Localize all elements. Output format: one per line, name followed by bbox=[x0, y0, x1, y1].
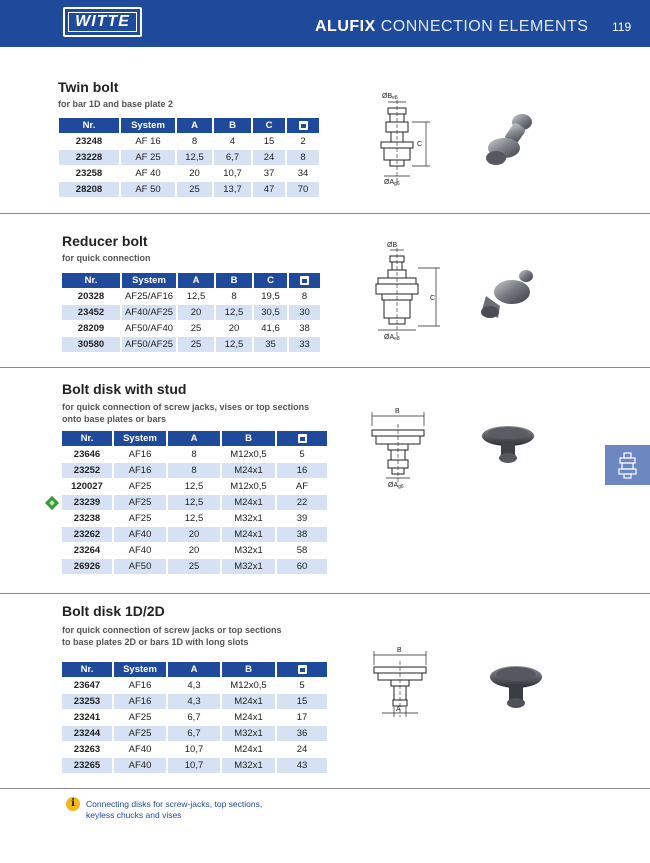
cell-system: AF40/AF25 bbox=[122, 305, 176, 320]
cell-a: 25 bbox=[178, 337, 214, 352]
cell-weight: 22 bbox=[277, 495, 327, 510]
table-row bbox=[62, 337, 320, 352]
table-row bbox=[59, 166, 319, 181]
col-weight bbox=[277, 431, 327, 446]
info-icon: i bbox=[66, 797, 80, 811]
col-system: System bbox=[114, 431, 166, 446]
reducer-bolt-photo bbox=[476, 266, 544, 326]
dim-a-label: ØAg6 bbox=[384, 179, 400, 187]
section-divider bbox=[0, 213, 650, 214]
cell-a: 25 bbox=[168, 559, 220, 574]
cell-a: 10,7 bbox=[184, 744, 204, 755]
cell-nr: 23264 bbox=[73, 545, 101, 556]
col-b: B bbox=[214, 118, 251, 133]
cell-nr: 23647 bbox=[73, 680, 101, 691]
cell-a: 12,5 bbox=[177, 150, 212, 165]
col-nr: Nr. bbox=[59, 118, 119, 133]
cell-nr: 23452 bbox=[62, 305, 120, 320]
col-weight bbox=[289, 273, 320, 288]
col-a: A bbox=[178, 273, 214, 288]
cell-c: 15 bbox=[263, 136, 275, 147]
dim-c-label: C bbox=[430, 295, 436, 302]
cell-a: 6,7 bbox=[187, 712, 201, 723]
cell-nr: 23258 bbox=[75, 168, 103, 179]
cell-system: AF25 bbox=[114, 495, 166, 510]
cell-b: M32x1 bbox=[234, 545, 263, 556]
table-row bbox=[62, 495, 327, 510]
bolt-disk-stud-table bbox=[60, 430, 329, 575]
cell-weight: 38 bbox=[277, 527, 327, 542]
table-header-row bbox=[59, 118, 319, 133]
cell-system: AF 25 bbox=[121, 150, 175, 165]
cell-system: AF40 bbox=[114, 527, 166, 542]
bolt-disk-1d2d-table bbox=[60, 661, 329, 774]
cell-nr: 23248 bbox=[75, 136, 103, 147]
cell-weight: 58 bbox=[296, 545, 308, 556]
cell-c: 41,6 bbox=[261, 323, 280, 334]
table-header-row bbox=[62, 662, 327, 677]
cell-b: M24x1 bbox=[234, 712, 263, 723]
cell-b: M24x1 bbox=[222, 694, 275, 709]
cell-nr: 23253 bbox=[62, 694, 112, 709]
catalog-title-bold: ALUFIX bbox=[315, 18, 376, 35]
cell-weight: 8 bbox=[301, 291, 308, 302]
dim-a-label: ØAg6 bbox=[388, 482, 404, 490]
section-subtitle: for quick connection of screw jacks, vises or top sections bbox=[62, 402, 310, 412]
cell-b: M12x0,5 bbox=[230, 449, 267, 460]
logo-text: WITTE bbox=[68, 12, 137, 32]
table-row bbox=[62, 742, 327, 757]
cell-a: 25 bbox=[190, 323, 202, 334]
dim-a-label: A bbox=[396, 706, 401, 713]
cell-nr: 23228 bbox=[59, 150, 119, 165]
twin-bolt-drawing bbox=[370, 86, 450, 196]
cell-system: AF 40 bbox=[135, 168, 161, 179]
cell-c: 24 bbox=[253, 150, 285, 165]
cell-weight: 5 bbox=[299, 680, 305, 691]
col-nr: Nr. bbox=[62, 273, 120, 288]
table-row bbox=[62, 321, 320, 336]
dim-a-label: ØAe8 bbox=[384, 334, 400, 342]
cell-weight: 5 bbox=[299, 449, 305, 460]
col-nr: Nr. bbox=[62, 662, 112, 677]
cell-nr: 23241 bbox=[73, 712, 101, 723]
cell-a: 12,5 bbox=[184, 513, 204, 524]
col-nr: Nr. bbox=[62, 431, 112, 446]
cell-nr: 23646 bbox=[73, 449, 101, 460]
catalog-title-rest: CONNECTION ELEMENTS bbox=[380, 18, 589, 35]
table-row bbox=[62, 479, 327, 494]
table-row bbox=[62, 710, 327, 725]
cell-weight: 38 bbox=[299, 323, 310, 334]
dim-b-label: ØB bbox=[387, 242, 398, 249]
col-system: System bbox=[122, 273, 176, 288]
cell-nr: 26926 bbox=[62, 559, 112, 574]
table-header-row bbox=[62, 273, 320, 288]
cell-b: M12x0,5 bbox=[230, 680, 267, 691]
cell-weight: 34 bbox=[297, 168, 309, 179]
cell-weight: 2 bbox=[300, 136, 306, 147]
footer-note bbox=[86, 799, 262, 821]
cell-weight: 15 bbox=[277, 694, 327, 709]
table-row bbox=[62, 511, 327, 526]
cell-b: 6,7 bbox=[214, 150, 251, 165]
cell-system: AF 50 bbox=[121, 182, 175, 197]
cell-b: M32x1 bbox=[234, 513, 263, 524]
bolt-disk-1d2d-photo bbox=[484, 657, 548, 721]
table-row bbox=[62, 726, 327, 741]
section-subtitle: for quick connection of screw jacks or top sections bbox=[62, 625, 282, 635]
cell-nr: 23238 bbox=[73, 513, 101, 524]
cell-a: 25 bbox=[177, 182, 212, 197]
connection-element-icon bbox=[605, 445, 650, 485]
cell-nr: 23252 bbox=[62, 463, 112, 478]
cell-nr: 120027 bbox=[71, 481, 103, 492]
cell-b: 20 bbox=[228, 323, 240, 334]
cell-weight: 24 bbox=[296, 744, 308, 755]
table-header-row bbox=[62, 431, 327, 446]
cell-weight: 36 bbox=[277, 726, 327, 741]
witte-logo bbox=[63, 7, 142, 37]
section-divider bbox=[0, 593, 650, 594]
cell-nr: 30580 bbox=[62, 337, 120, 352]
col-a: A bbox=[177, 118, 212, 133]
col-a: A bbox=[168, 431, 220, 446]
cell-c: 35 bbox=[254, 337, 287, 352]
section-subtitle: for bar 1D and base plate 2 bbox=[58, 99, 174, 109]
cell-nr: 23244 bbox=[62, 726, 112, 741]
table-row bbox=[59, 150, 319, 165]
cell-b: M24x1 bbox=[222, 463, 275, 478]
cell-weight: 70 bbox=[287, 182, 319, 197]
cell-nr: 23263 bbox=[73, 744, 101, 755]
cell-system: AF 16 bbox=[135, 136, 161, 147]
table-row bbox=[62, 527, 327, 542]
cell-c: 30,5 bbox=[254, 305, 287, 320]
cell-system: AF25 bbox=[128, 712, 152, 723]
cell-c: 47 bbox=[253, 182, 285, 197]
cell-system: AF16 bbox=[128, 449, 152, 460]
cell-nr: 23265 bbox=[62, 758, 112, 773]
table-row bbox=[62, 559, 327, 574]
cell-weight: AF bbox=[295, 481, 309, 492]
weight-icon bbox=[300, 276, 309, 285]
table-row bbox=[62, 694, 327, 709]
cell-system: AF25 bbox=[128, 513, 152, 524]
col-weight bbox=[287, 118, 319, 133]
section-subtitle: for quick connection bbox=[62, 253, 151, 263]
cell-system: AF25 bbox=[128, 481, 152, 492]
section-title: Reducer bolt bbox=[62, 233, 148, 249]
cell-a: 20 bbox=[168, 527, 220, 542]
cell-b: M32x1 bbox=[222, 726, 275, 741]
footer-note-line: Connecting disks for screw-jacks, top sections, bbox=[86, 799, 263, 809]
cell-system: AF16 bbox=[114, 694, 166, 709]
page-header bbox=[0, 0, 650, 47]
footer-note-line: keyless chucks and vises bbox=[86, 810, 182, 820]
cell-system: AF25/AF16 bbox=[124, 291, 174, 302]
cell-weight: 17 bbox=[296, 712, 308, 723]
cell-weight: 16 bbox=[277, 463, 327, 478]
section-title: Twin bolt bbox=[58, 79, 119, 95]
twin-bolt-photo bbox=[478, 110, 546, 172]
cell-b: 13,7 bbox=[214, 182, 251, 197]
cell-system: AF25 bbox=[114, 726, 166, 741]
cell-a: 20 bbox=[188, 545, 200, 556]
cell-weight: 60 bbox=[277, 559, 327, 574]
cell-a: 4,3 bbox=[187, 680, 201, 691]
section-divider bbox=[0, 788, 650, 789]
cell-b: 12,5 bbox=[216, 305, 252, 320]
cell-a: 10,7 bbox=[168, 758, 220, 773]
dim-b-label: ØBe8 bbox=[382, 93, 398, 101]
cell-system: AF16 bbox=[114, 463, 166, 478]
table-row bbox=[62, 447, 327, 462]
section-subtitle: to base plates 2D or bars 1D with long slots bbox=[62, 637, 249, 647]
col-a: A bbox=[168, 662, 220, 677]
cell-a: 20 bbox=[178, 305, 214, 320]
cell-weight: 43 bbox=[277, 758, 327, 773]
cell-nr: 23239 bbox=[62, 495, 112, 510]
table-row bbox=[59, 182, 319, 197]
cell-nr: 28209 bbox=[77, 323, 105, 334]
cell-weight: 39 bbox=[296, 513, 308, 524]
cell-system: AF40 bbox=[128, 545, 152, 556]
cell-b: 4 bbox=[229, 136, 236, 147]
cell-weight: 30 bbox=[289, 305, 320, 320]
cell-b: 8 bbox=[231, 291, 237, 302]
cell-system: AF40 bbox=[114, 758, 166, 773]
cell-b: M24x1 bbox=[222, 495, 275, 510]
col-c: C bbox=[254, 273, 287, 288]
table-row bbox=[62, 758, 327, 773]
cell-weight: 33 bbox=[289, 337, 320, 352]
reducer-bolt-table bbox=[60, 272, 322, 353]
weight-icon bbox=[298, 434, 307, 443]
reducer-bolt-drawing bbox=[370, 238, 450, 348]
cell-b: M32x1 bbox=[222, 559, 275, 574]
cell-system: AF40 bbox=[128, 744, 152, 755]
table-row bbox=[62, 289, 320, 304]
cell-system: AF50/AF25 bbox=[122, 337, 176, 352]
cell-b: 12,5 bbox=[216, 337, 252, 352]
catalog-title bbox=[315, 18, 588, 36]
cell-a: 12,5 bbox=[186, 291, 206, 302]
table-row bbox=[62, 678, 327, 693]
col-system: System bbox=[114, 662, 166, 677]
cell-b: 10,7 bbox=[223, 168, 242, 179]
cell-system: AF50 bbox=[114, 559, 166, 574]
col-weight bbox=[277, 662, 327, 677]
cell-a: 20 bbox=[189, 168, 200, 179]
table-row bbox=[62, 305, 320, 320]
cell-a: 8 bbox=[191, 449, 197, 460]
cell-b: M24x1 bbox=[234, 744, 263, 755]
cell-b: M32x1 bbox=[222, 758, 275, 773]
weight-icon bbox=[298, 665, 307, 674]
weight-icon bbox=[299, 121, 308, 130]
col-b: B bbox=[222, 431, 275, 446]
chapter-tab[interactable] bbox=[605, 445, 650, 485]
bolt-disk-stud-photo bbox=[478, 418, 538, 470]
cell-a: 12,5 bbox=[184, 481, 204, 492]
cell-a: 4,3 bbox=[168, 694, 220, 709]
bolt-disk-1d2d-drawing bbox=[368, 643, 448, 723]
cell-a: 12,5 bbox=[168, 495, 220, 510]
col-b: B bbox=[222, 662, 275, 677]
cell-nr: 23262 bbox=[62, 527, 112, 542]
col-system: System bbox=[121, 118, 175, 133]
cell-c: 19,5 bbox=[261, 291, 280, 302]
new-item-marker-icon bbox=[45, 496, 59, 510]
cell-b: M24x1 bbox=[222, 527, 275, 542]
section-title: Bolt disk 1D/2D bbox=[62, 603, 165, 619]
section-divider bbox=[0, 367, 650, 368]
table-row bbox=[59, 134, 319, 149]
cell-a: 6,7 bbox=[168, 726, 220, 741]
section-subtitle: onto base plates or bars bbox=[62, 414, 167, 424]
cell-a: 8 bbox=[191, 136, 198, 147]
table-row bbox=[62, 543, 327, 558]
bolt-disk-stud-drawing bbox=[366, 404, 446, 494]
table-row bbox=[62, 463, 327, 478]
page-number: 119 bbox=[612, 20, 632, 34]
twin-bolt-table bbox=[57, 117, 321, 198]
dim-b-label: B bbox=[397, 647, 402, 654]
col-b: B bbox=[216, 273, 252, 288]
cell-c: 37 bbox=[263, 168, 275, 179]
cell-b: M12x0,5 bbox=[230, 481, 267, 492]
dim-c-label: C bbox=[417, 141, 423, 148]
cell-weight: 8 bbox=[287, 150, 319, 165]
cell-system: AF50/AF40 bbox=[124, 323, 174, 334]
cell-system: AF16 bbox=[128, 680, 152, 691]
dim-b-label: B bbox=[395, 408, 400, 415]
cell-a: 8 bbox=[168, 463, 220, 478]
cell-nr: 20328 bbox=[77, 291, 105, 302]
col-c: C bbox=[253, 118, 285, 133]
section-title: Bolt disk with stud bbox=[62, 381, 187, 397]
cell-nr: 28208 bbox=[59, 182, 119, 197]
